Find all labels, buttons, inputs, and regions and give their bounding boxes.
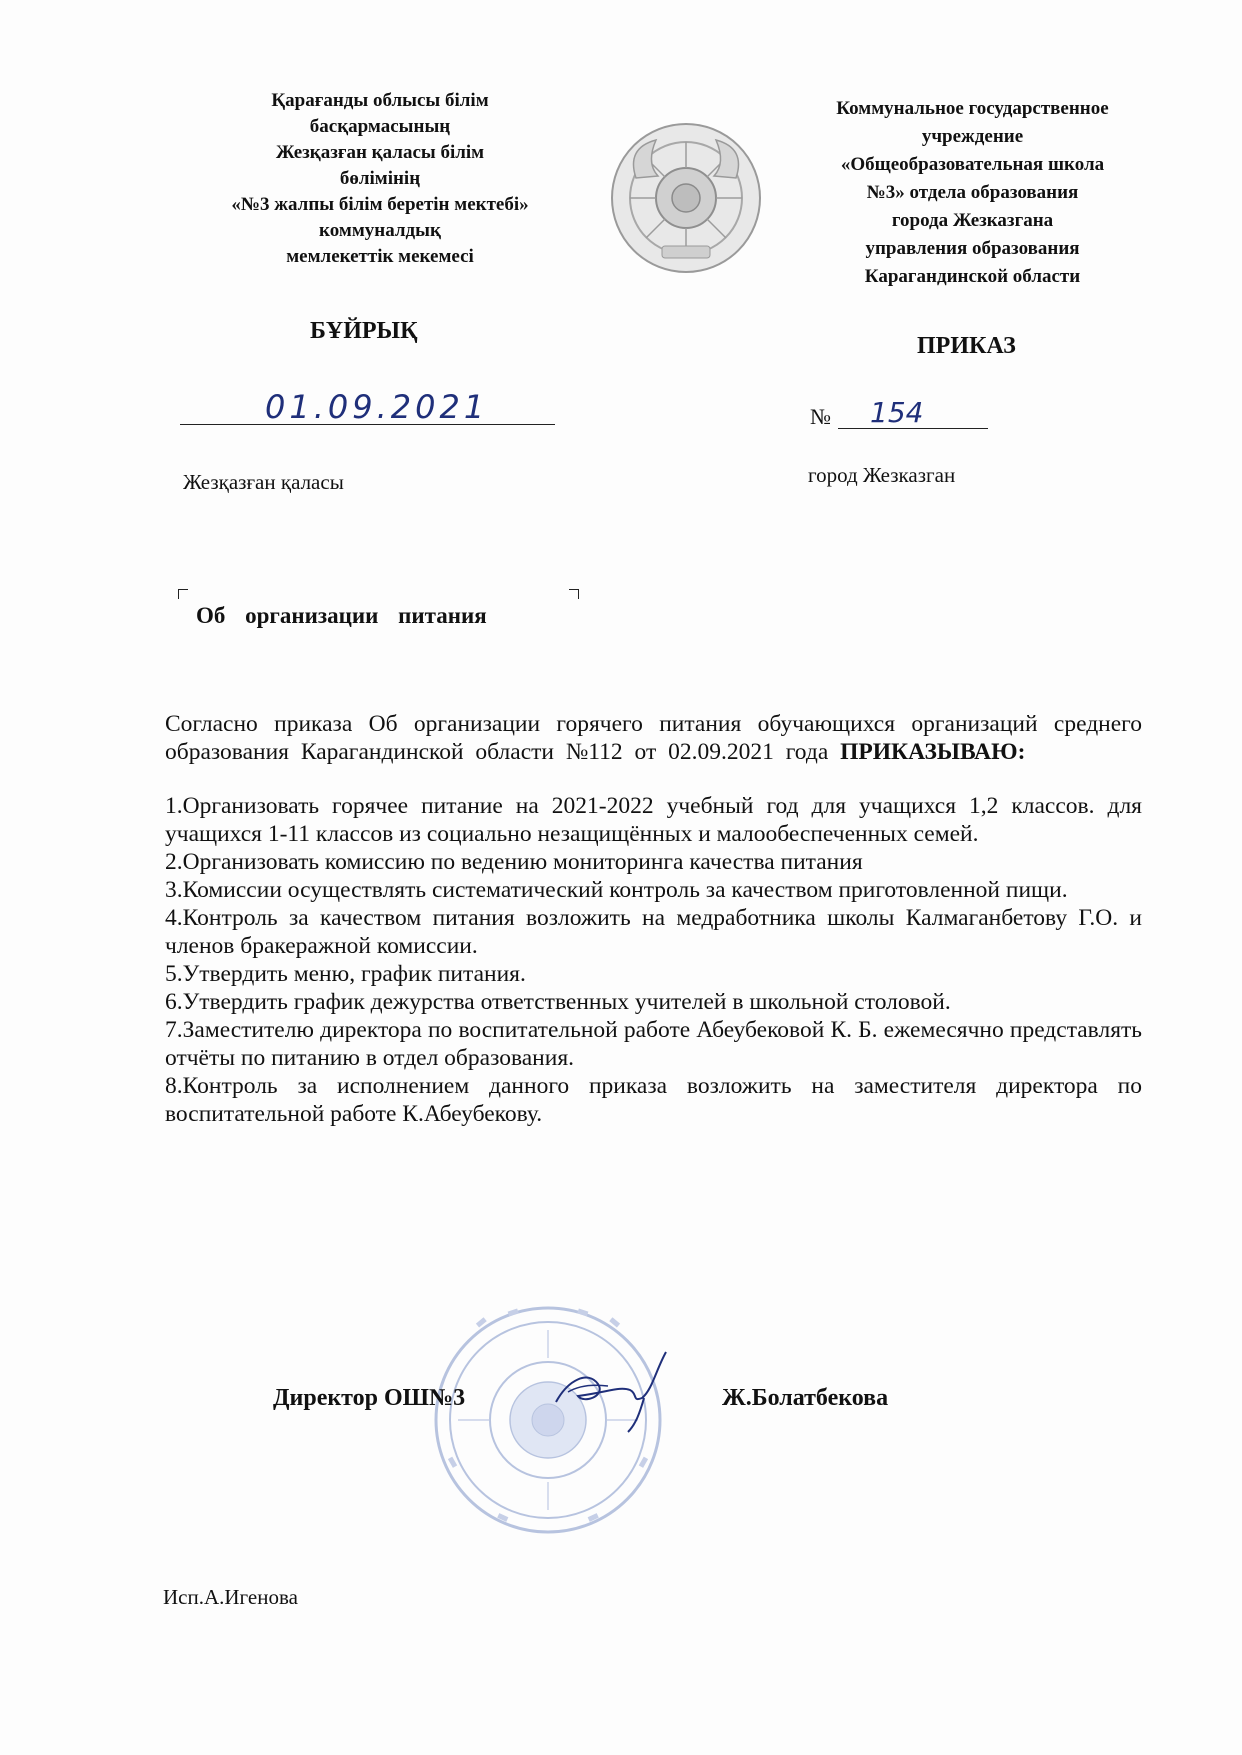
order-item: 7.Заместителю директора по воспитательной работе Абеубековой К. Б. ежемесячно представлять отчёты по питанию в отдел образования.	[165, 1017, 1142, 1071]
handwritten-signature-icon	[548, 1340, 678, 1440]
order-item: 8.Контроль за исполнением данного приказа возложить на заместителя директора по воспитательной работе К.Абеубекову.	[165, 1073, 1142, 1127]
header-kz-line: «№3 жалпы білім беретін мектебі»	[231, 194, 529, 215]
order-item: 3.Комиссии осуществлять систематический контроль за качеством приготовленной пищи.	[165, 877, 1068, 903]
order-number: 154	[870, 396, 924, 429]
order-item: 1.Организовать горячее питание на 2021-2022 учебный год для учащихся 1,2 классов. для учащихся 1-11 классов из социально незащищённых и малообеспеченных семей.	[165, 793, 1142, 847]
header-kz-line: Қарағанды облысы білім	[271, 90, 489, 111]
order-subject: Об организации питания	[196, 603, 487, 628]
intro-command: ПРИКАЗЫВАЮ:	[840, 739, 1026, 765]
subject-corner-left	[178, 589, 188, 599]
spacer	[165, 766, 1142, 792]
header-kz-line: бөлімінің	[339, 168, 421, 189]
header-kazakh	[180, 88, 580, 270]
header-ru-line: управления образования	[865, 238, 1080, 259]
state-emblem-icon	[606, 118, 766, 278]
header-russian	[805, 95, 1140, 291]
header-ru-line: Карагандинской области	[864, 266, 1081, 287]
order-item: 5.Утвердить меню, график питания.	[165, 961, 526, 987]
header-ru-line: Коммунальное государственное	[836, 98, 1109, 119]
order-body	[165, 710, 1142, 1128]
order-item: 4.Контроль за качеством питания возложить на медработника школы Калмаганбетову Г.О. и членов бракеражной комиссии.	[165, 905, 1142, 959]
header-ru-line: №3» отдела образования	[866, 182, 1079, 203]
header-kz-line: басқармасының	[309, 116, 451, 137]
header-kz-line: Жезқазған қаласы білім	[275, 142, 485, 163]
date-underline	[180, 424, 555, 425]
header-ru-line: «Общеобразовательная школа	[840, 154, 1105, 175]
intro-text: Согласно приказа Об организации горячего питания обучающихся организаций среднего образования Карагандинской области №112 от 02.09.2021 года	[165, 711, 1142, 765]
order-title-kz: БҰЙРЫҚ	[310, 318, 418, 344]
signatory-title: Директор ОШ№3	[273, 1385, 466, 1411]
city-ru: город Жезказган	[808, 463, 956, 487]
header-ru-line: учреждение	[921, 126, 1024, 147]
executor-note: Исп.А.Игенова	[163, 1585, 298, 1609]
order-title-ru: ПРИКАЗ	[917, 333, 1016, 359]
city-kz: Жезқазған қаласы	[183, 470, 344, 494]
subject-corner-right	[569, 589, 579, 599]
order-item: 2.Организовать комиссию по ведению мониторинга качества питания	[165, 849, 863, 875]
header-kz-line: мемлекеттік мекемесі	[286, 246, 474, 267]
number-underline	[838, 428, 988, 429]
signatory-name: Ж.Болатбекова	[722, 1385, 889, 1411]
order-date: 01.09.2021	[265, 388, 489, 426]
header-kz-line: коммуналдық	[319, 220, 441, 241]
order-number-sign: №	[810, 404, 831, 429]
intro-paragraph	[165, 710, 1142, 766]
order-item: 6.Утвердить график дежурства ответственных учителей в школьной столовой.	[165, 989, 951, 1015]
header-ru-line: города Жезказгана	[891, 210, 1054, 231]
